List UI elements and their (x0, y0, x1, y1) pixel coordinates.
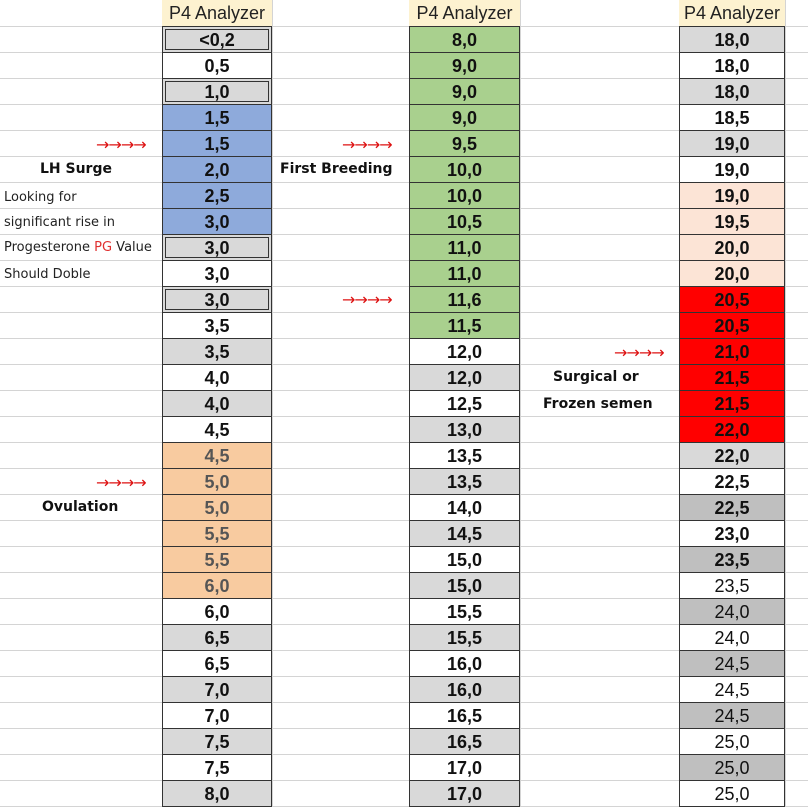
value-cell[interactable]: 3,5 (162, 312, 272, 339)
value-cell[interactable]: 24,5 (679, 702, 785, 729)
col1-header: P4 Analyzer (162, 0, 272, 26)
note-line-3-b: Value (112, 240, 152, 255)
value-cell[interactable]: 7,5 (162, 754, 272, 781)
arrow-surgical: →→→→ (614, 343, 664, 362)
value-cell[interactable]: 10,0 (409, 156, 520, 183)
value-cell[interactable]: 12,5 (409, 390, 520, 417)
value-cell[interactable]: 5,5 (162, 520, 272, 547)
note-line-3 (4, 240, 152, 255)
value-cell[interactable]: 22,5 (679, 468, 785, 495)
value-cell[interactable]: 1,5 (162, 104, 272, 131)
value-cell[interactable]: 12,0 (409, 338, 520, 365)
value-cell[interactable]: 16,5 (409, 702, 520, 729)
arrow-lh-surge: →→→→ (96, 135, 146, 154)
value-cell[interactable]: 11,0 (409, 234, 520, 261)
value-cell[interactable]: 19,0 (679, 130, 785, 157)
value-cell[interactable]: 11,6 (409, 286, 520, 313)
value-cell[interactable]: 15,5 (409, 624, 520, 651)
value-cell[interactable]: 10,5 (409, 208, 520, 235)
pg-text: PG (94, 240, 113, 255)
value-cell[interactable]: 2,0 (162, 156, 272, 183)
value-cell[interactable]: 3,0 (162, 234, 272, 261)
value-cell[interactable]: 19,0 (679, 182, 785, 209)
grid-column-line (272, 0, 273, 807)
value-cell[interactable]: 17,0 (409, 754, 520, 781)
surgical-label-2: Frozen semen (543, 396, 653, 412)
col2-header: P4 Analyzer (409, 0, 520, 26)
value-cell[interactable]: 25,0 (679, 780, 785, 807)
arrow-second: →→→→ (342, 290, 392, 309)
value-cell[interactable]: 6,5 (162, 650, 272, 677)
value-cell[interactable]: 24,0 (679, 624, 785, 651)
value-cell[interactable]: 16,0 (409, 676, 520, 703)
grid-column-line (785, 0, 786, 807)
value-cell[interactable]: 21,5 (679, 390, 785, 417)
value-cell[interactable]: 9,0 (409, 104, 520, 131)
note-line-2: significant rise in (4, 215, 115, 230)
value-cell[interactable]: 18,0 (679, 78, 785, 105)
value-cell[interactable]: <0,2 (162, 26, 272, 53)
value-cell[interactable]: 20,5 (679, 286, 785, 313)
lh-surge-label: LH Surge (40, 161, 112, 177)
value-cell[interactable]: 14,5 (409, 520, 520, 547)
value-cell[interactable]: 18,0 (679, 52, 785, 79)
value-cell[interactable]: 19,5 (679, 208, 785, 235)
value-cell[interactable]: 4,5 (162, 416, 272, 443)
note-line-1: Looking for (4, 190, 77, 205)
value-cell[interactable]: 19,0 (679, 156, 785, 183)
value-cell[interactable]: 1,0 (162, 78, 272, 105)
value-cell[interactable]: 17,0 (409, 780, 520, 807)
surgical-label-1: Surgical or (553, 369, 639, 385)
arrow-ovulation: →→→→ (96, 473, 146, 492)
value-cell[interactable]: 22,0 (679, 416, 785, 443)
value-cell[interactable]: 8,0 (162, 780, 272, 807)
value-cell[interactable]: 9,0 (409, 78, 520, 105)
ovulation-label: Ovulation (42, 499, 119, 515)
value-cell[interactable]: 0,5 (162, 52, 272, 79)
value-cell[interactable]: 22,0 (679, 442, 785, 469)
value-cell[interactable]: 12,0 (409, 364, 520, 391)
value-cell[interactable]: 6,5 (162, 624, 272, 651)
arrow-first-breeding: →→→→ (342, 135, 392, 154)
value-cell[interactable]: 3,5 (162, 338, 272, 365)
value-cell[interactable]: 24,0 (679, 598, 785, 625)
value-cell[interactable]: 7,0 (162, 702, 272, 729)
value-cell[interactable]: 10,0 (409, 182, 520, 209)
value-cell[interactable]: 15,0 (409, 572, 520, 599)
value-cell[interactable]: 3,0 (162, 286, 272, 313)
value-cell[interactable]: 23,5 (679, 546, 785, 573)
value-cell[interactable]: 13,0 (409, 416, 520, 443)
value-cell[interactable]: 4,5 (162, 442, 272, 469)
value-cell[interactable]: 7,5 (162, 728, 272, 755)
value-cell[interactable]: 8,0 (409, 26, 520, 53)
value-cell[interactable]: 15,0 (409, 546, 520, 573)
value-cell[interactable]: 1,5 (162, 130, 272, 157)
value-cell[interactable]: 25,0 (679, 754, 785, 781)
col3-header: P4 Analyzer (679, 0, 785, 26)
value-cell[interactable]: 6,0 (162, 572, 272, 599)
note-line-4: Should Doble (4, 267, 91, 282)
value-cell[interactable]: 13,5 (409, 442, 520, 469)
value-cell[interactable]: 16,0 (409, 650, 520, 677)
grid-column-line (520, 0, 521, 807)
value-cell[interactable]: 4,0 (162, 364, 272, 391)
value-cell[interactable]: 6,0 (162, 598, 272, 625)
value-cell[interactable]: 7,0 (162, 676, 272, 703)
value-cell[interactable]: 20,5 (679, 312, 785, 339)
value-cell[interactable]: 23,5 (679, 572, 785, 599)
value-cell[interactable]: 21,5 (679, 364, 785, 391)
first-breeding-label: First Breeding (280, 161, 393, 177)
value-cell[interactable]: 14,0 (409, 494, 520, 521)
note-line-3-a: Progesterone (4, 240, 95, 255)
value-cell[interactable]: 5,0 (162, 468, 272, 495)
value-cell[interactable]: 5,5 (162, 546, 272, 573)
value-cell[interactable]: 23,0 (679, 520, 785, 547)
value-cell[interactable]: 24,5 (679, 650, 785, 677)
value-cell[interactable]: 20,0 (679, 260, 785, 287)
value-cell[interactable]: 25,0 (679, 728, 785, 755)
value-cell[interactable]: 15,5 (409, 598, 520, 625)
value-cell[interactable]: 18,0 (679, 26, 785, 53)
value-cell[interactable]: 20,0 (679, 234, 785, 261)
value-cell[interactable]: 3,0 (162, 260, 272, 287)
value-cell[interactable]: 11,0 (409, 260, 520, 287)
value-cell[interactable]: 3,0 (162, 208, 272, 235)
value-cell[interactable]: 16,5 (409, 728, 520, 755)
value-cell[interactable]: 5,0 (162, 494, 272, 521)
value-cell[interactable]: 9,5 (409, 130, 520, 157)
value-cell[interactable]: 9,0 (409, 52, 520, 79)
value-cell[interactable]: 22,5 (679, 494, 785, 521)
value-cell[interactable]: 11,5 (409, 312, 520, 339)
value-cell[interactable]: 2,5 (162, 182, 272, 209)
value-cell[interactable]: 18,5 (679, 104, 785, 131)
value-cell[interactable]: 21,0 (679, 338, 785, 365)
value-cell[interactable]: 4,0 (162, 390, 272, 417)
value-cell[interactable]: 24,5 (679, 676, 785, 703)
value-cell[interactable]: 13,5 (409, 468, 520, 495)
